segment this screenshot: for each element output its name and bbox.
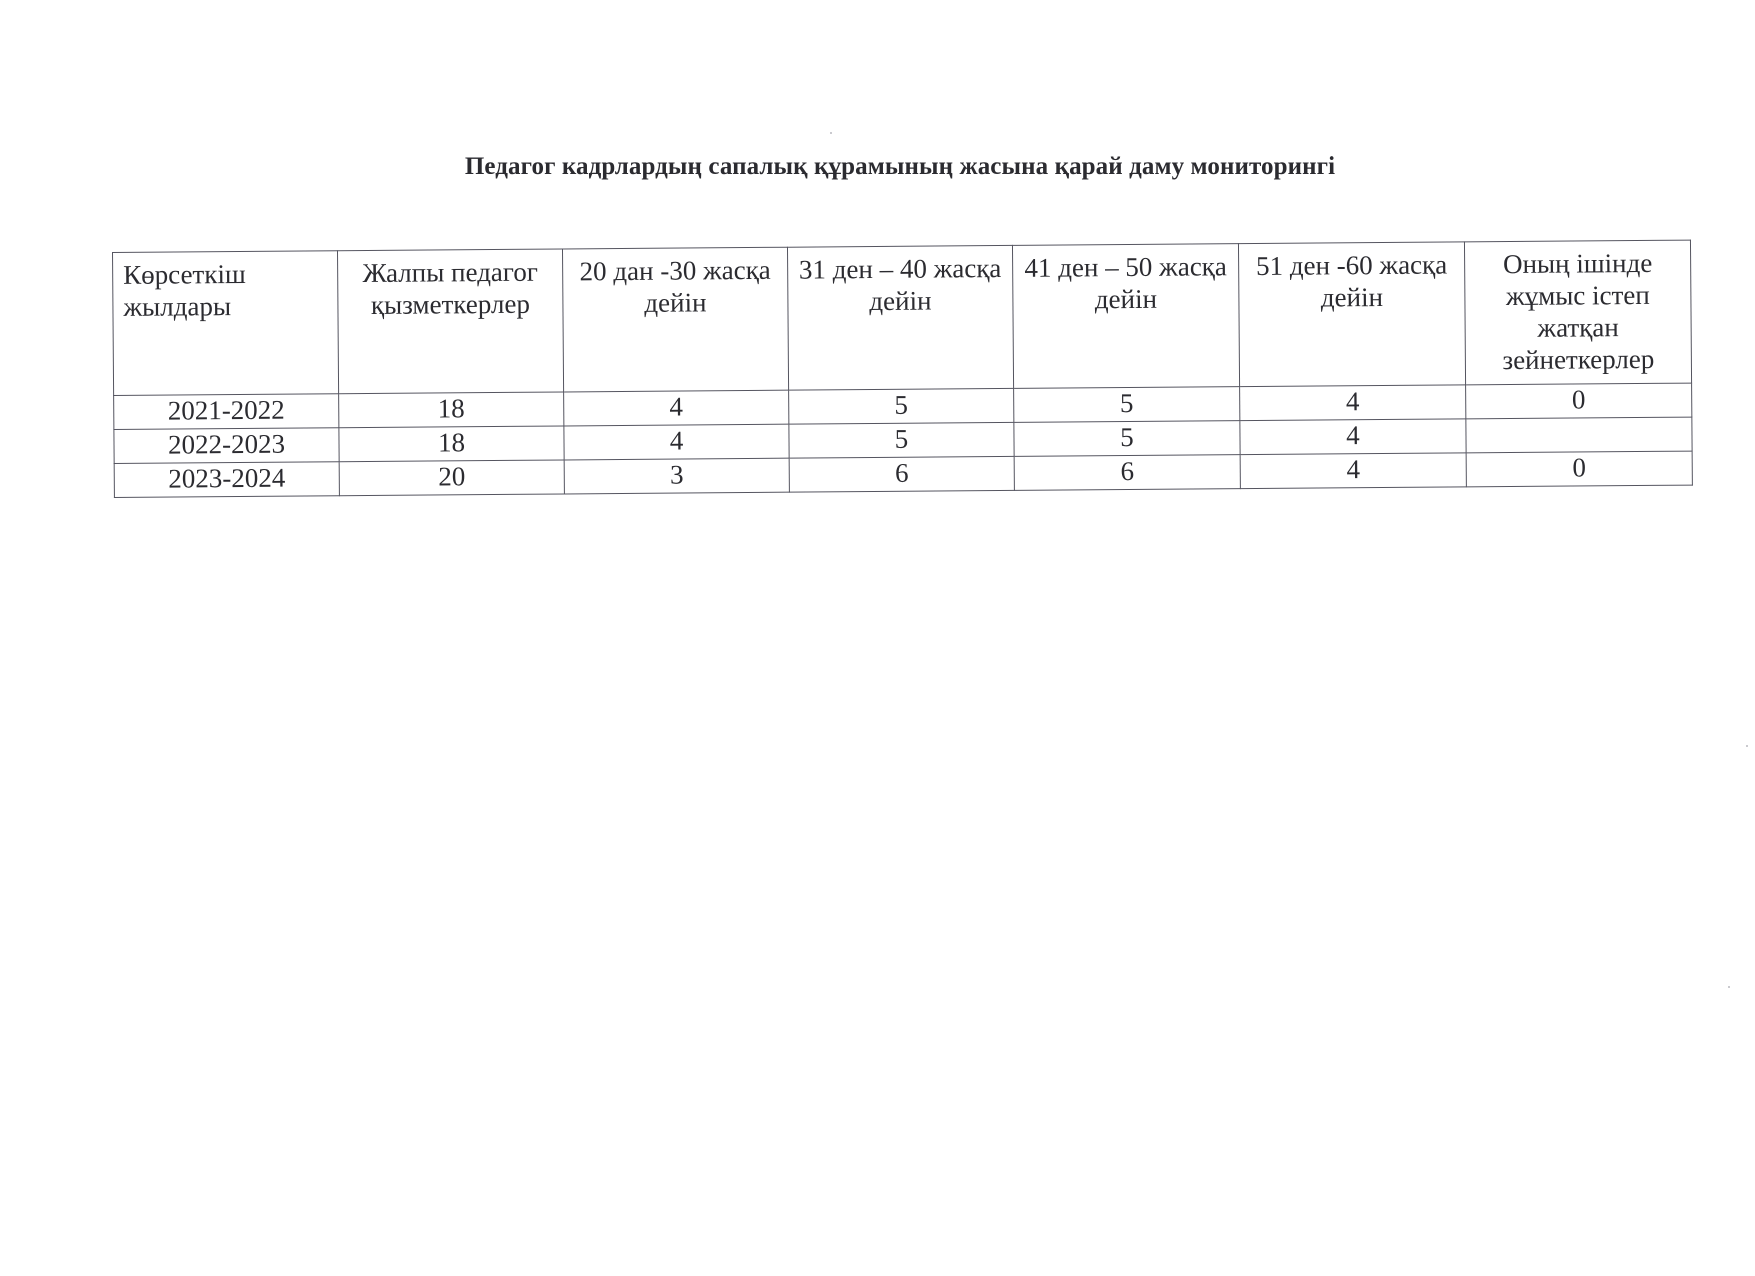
cell-age-41-50: 5	[1014, 421, 1240, 457]
cell-pensioners	[1466, 417, 1692, 453]
header-working-pensioners: Оның ішінде жұмыс істеп жатқан зейнеткерлер	[1464, 240, 1691, 385]
scan-speck	[830, 132, 832, 134]
cell-year: 2023-2024	[114, 462, 339, 498]
document-title: Педагог кадрлардың сапалық құрамының жасына қарай даму мониторингі	[464, 153, 1336, 180]
cell-age-51-60: 4	[1240, 385, 1466, 421]
cell-age-41-50: 6	[1014, 455, 1240, 491]
monitoring-table	[112, 240, 1693, 498]
cell-age-31-40: 5	[789, 388, 1014, 424]
header-age-51-60: 51 ден -60 жасқа дейін	[1238, 242, 1465, 387]
table-header-row	[113, 240, 1692, 395]
cell-age-41-50: 5	[1014, 387, 1240, 423]
cell-age-20-30: 4	[564, 424, 789, 460]
header-total-teachers: Жалпы педагог қызметкерлер	[337, 249, 563, 394]
cell-age-31-40: 6	[789, 456, 1014, 492]
cell-total: 18	[339, 426, 564, 462]
cell-pensioners: 0	[1466, 383, 1692, 419]
cell-age-20-30: 4	[564, 390, 789, 426]
header-indicator-years: Көрсеткіш жылдары	[113, 251, 339, 396]
cell-total: 20	[339, 460, 564, 496]
header-age-20-30: 20 дан -30 жасқа дейін	[562, 247, 788, 392]
cell-year: 2021-2022	[114, 394, 339, 430]
monitoring-table-wrapper	[112, 240, 1692, 498]
cell-age-51-60: 4	[1240, 419, 1466, 455]
header-age-31-40: 31 ден – 40 жасқа дейін	[787, 245, 1013, 390]
cell-age-31-40: 5	[789, 422, 1014, 458]
scan-speck	[1728, 986, 1730, 988]
cell-pensioners: 0	[1466, 451, 1692, 487]
header-age-41-50: 41 ден – 50 жасқа дейін	[1012, 244, 1239, 389]
scan-speck	[1746, 745, 1748, 747]
cell-age-20-30: 3	[564, 458, 789, 494]
cell-year: 2022-2023	[114, 428, 339, 464]
cell-age-51-60: 4	[1240, 453, 1466, 489]
cell-total: 18	[339, 392, 564, 428]
